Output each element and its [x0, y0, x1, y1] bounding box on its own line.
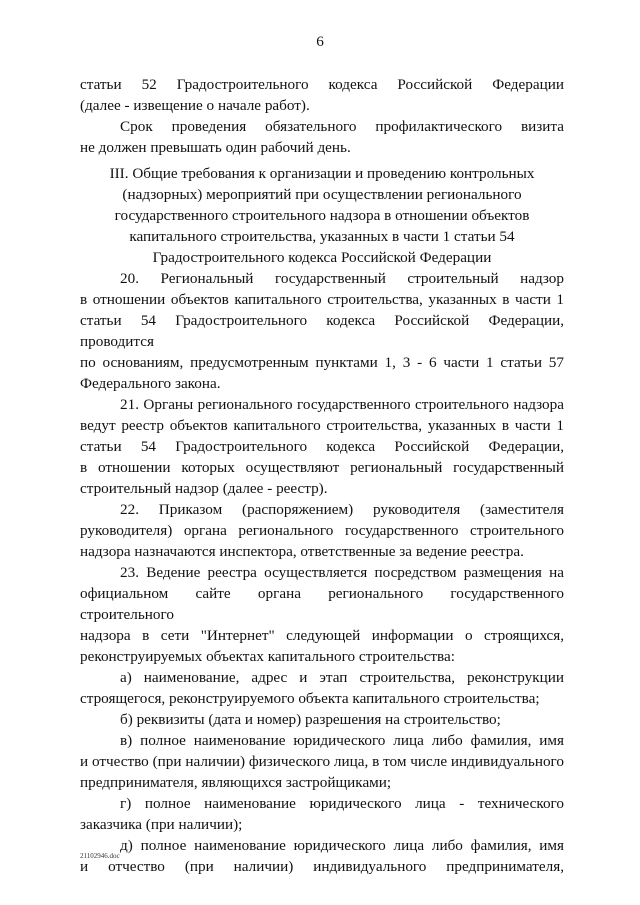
paragraph-20-line: статьи 54 Градостроительного кодекса Российской Федерации, проводится [80, 312, 564, 350]
paragraph-23-line: реконструируемых объектах капитального строительства: [80, 648, 455, 665]
heading-line: Градостроительного кодекса Российской Федерации [152, 249, 492, 266]
paragraph-23-line: официальном сайте органа регионального государственного строительного [80, 585, 564, 623]
page-number: 6 [316, 33, 324, 50]
item-v-line: в) полное наименование юридического лица либо фамилия, имя [120, 732, 564, 749]
heading-line: (надзорных) мероприятий при осуществлении регионального [122, 186, 522, 203]
body-text [80, 268, 564, 877]
paragraph-22-line: надзора назначаются инспектора, ответственные за ведение реестра. [80, 543, 524, 560]
text-line: Срок проведения обязательного профилактического визита [120, 118, 564, 135]
paragraph-21-line: статьи 54 Градостроительного кодекса Российской Федерации, [80, 438, 564, 455]
item-g-line: г) полное наименование юридического лица - технического [120, 795, 564, 812]
text-line: (далее - извещение о начале работ). [80, 97, 310, 114]
intro-paragraph [80, 74, 564, 158]
paragraph-21-line: 21. Органы регионального государственного строительного надзора [120, 396, 564, 413]
item-v-line: предпринимателя, являющихся застройщиками; [80, 774, 392, 791]
heading-line: капитального строительства, указанных в части 1 статьи 54 [129, 228, 515, 245]
paragraph-23-line: надзора в сети "Интернет" следующей информации о строящихся, [80, 627, 564, 644]
heading-line: III. Общие требования к организации и проведению контрольных [109, 165, 535, 182]
item-g-line: заказчика (при наличии); [80, 816, 243, 833]
paragraph-20-line: 20. Региональный государственный строительный надзор [120, 270, 564, 287]
paragraph-20-line: Федерального закона. [80, 375, 221, 392]
paragraph-21-line: строительный надзор (далее - реестр). [80, 480, 328, 497]
paragraph-20-line: в отношении объектов капитального строительства, указанных в части 1 [80, 291, 564, 308]
paragraph-22-line: руководителя) органа регионального государственного строительного [80, 522, 564, 539]
section-heading [80, 163, 564, 268]
heading-line: государственного строительного надзора в отношении объектов [114, 207, 530, 224]
item-d-line: д) полное наименование юридического лица либо фамилия, имя [120, 837, 564, 854]
paragraph-21-line: в отношении которых осуществляют региональный государственный [80, 459, 564, 476]
item-a-line: а) наименование, адрес и этап строительства, реконструкции [120, 669, 564, 686]
paragraph-22-line: 22. Приказом (распоряжением) руководителя (заместителя [120, 501, 564, 518]
item-d-line: и отчество (при наличии) индивидуального предпринимателя, [80, 858, 564, 875]
paragraph-23-line: 23. Ведение реестра осуществляется посредством размещения на [120, 564, 564, 581]
item-v-line: и отчество (при наличии) физического лица, в том числе индивидуального [80, 753, 564, 770]
text-line: не должен превышать один рабочий день. [80, 139, 351, 156]
item-a-line: строящегося, реконструируемого объекта капитального строительства; [80, 690, 540, 707]
text-line: статьи 52 Градостроительного кодекса Российской Федерации [80, 76, 564, 93]
paragraph-21-line: ведут реестр объектов капитального строительства, указанных в части 1 [80, 417, 564, 434]
paragraph-20-line: по основаниям, предусмотренным пунктами 1, 3 - 6 части 1 статьи 57 [80, 354, 564, 371]
file-name-footer: 21102946.doc [80, 852, 120, 860]
item-b-line: б) реквизиты (дата и номер) разрешения на строительство; [120, 711, 501, 728]
